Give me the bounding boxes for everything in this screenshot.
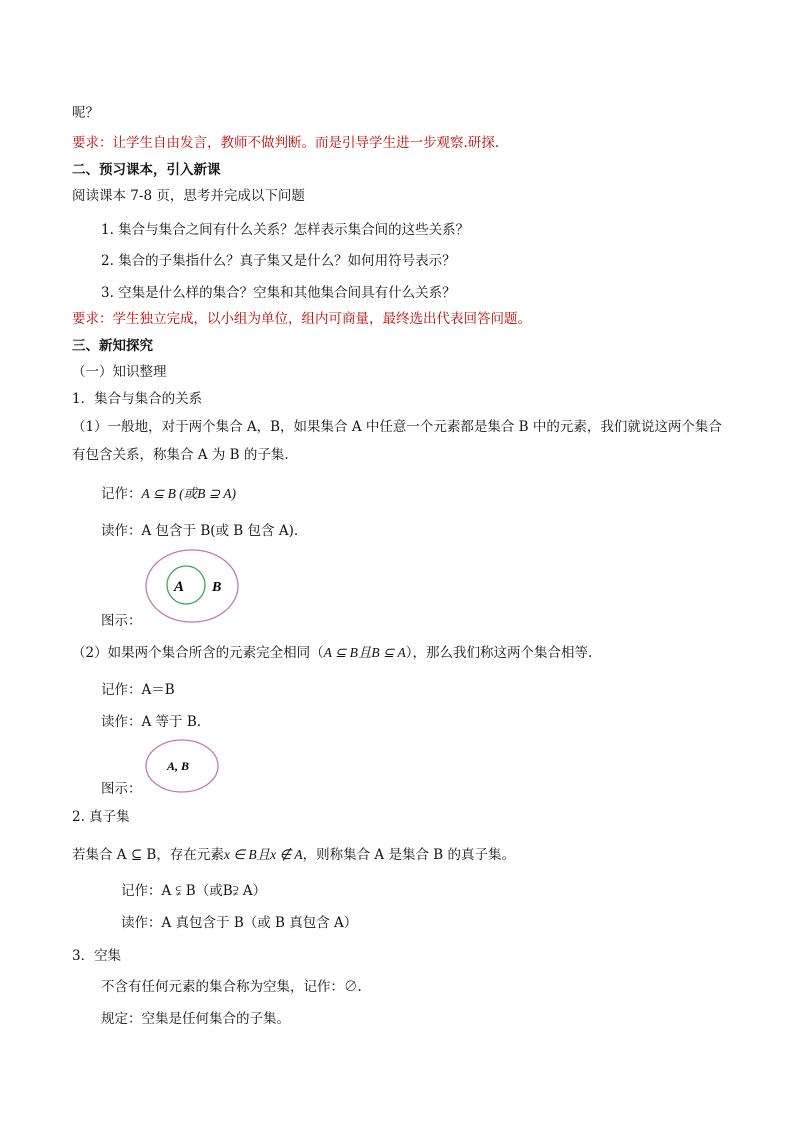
outer-set-circle	[146, 550, 238, 622]
heading-1: 1．集合与集合的关系	[72, 391, 203, 407]
figure-label-1: 图示：	[101, 613, 142, 629]
subset-venn-diagram	[140, 548, 244, 626]
equal-set-label: A, B	[167, 759, 190, 773]
empty-set-definition: 不含有任何元素的集合称为空集，记作：∅.	[101, 979, 362, 995]
section-3-heading: 三、新知探究	[72, 338, 153, 354]
paragraph-3	[72, 846, 515, 864]
empty-set-rule: 规定：空集是任何集合的子集。	[101, 1011, 290, 1027]
paragraph-3-post: ，则称集合 A 是集合 B 的真子集。	[302, 847, 515, 863]
reading-instruction: 阅读课本 7-8 页，思考并完成以下问题	[72, 188, 305, 204]
read-as-1: 读作：A 包含于 B(或 B 包含 A).	[101, 523, 299, 539]
line-ne: 呢？	[72, 105, 99, 121]
paragraph-2-pre: （2）如果两个集合所含的元素完全相同（	[72, 645, 324, 661]
equal-sets-diagram	[142, 737, 222, 795]
question-2: 2. 集合的子集指什么？真子集又是什么？如何用符号表示？	[101, 253, 456, 269]
requirement-1: 要求：让学生自由发言，教师不做判断。而是引导学生进一步观察.研探.	[72, 135, 500, 151]
subsection-1: （一）知识整理	[72, 364, 167, 380]
paragraph-2	[72, 644, 592, 662]
question-3: 3. 空集是什么样的集合？空集和其他集合间具有什么关系？	[101, 285, 456, 301]
write-as-1	[101, 485, 236, 503]
heading-3: 3．空集	[72, 948, 122, 964]
write-as-3: 记作：A ⫋ B（或B⫌ A）	[121, 883, 267, 899]
paragraph-1a: （1）一般地，对于两个集合 A，B，如果集合 A 中任意一个元素都是集合 B 中的元素，我们就说这两个集合	[72, 419, 722, 435]
write-label: 记作：	[101, 486, 142, 502]
inner-set-circle	[167, 566, 205, 604]
section-2-heading: 二、预习课本，引入新课	[72, 162, 221, 178]
inner-set-label: A	[174, 579, 185, 595]
subset-notation: A ⊆ B (或B ⊇ A)	[141, 486, 236, 501]
figure-label-2: 图示：	[101, 781, 142, 797]
write-as-2: 记作：A＝B	[101, 682, 175, 698]
read-as-3: 读作：A 真包含于 B（或 B 真包含 A）	[121, 915, 358, 931]
heading-2: 2. 真子集	[72, 809, 130, 825]
question-1: 1. 集合与集合之间有什么关系？怎样表示集合间的这些关系？	[101, 222, 470, 238]
paragraph-3-pre: 若集合 A ⊆ B，存在元素	[72, 847, 224, 863]
paragraph-1b: 有包含关系，称集合 A 为 B 的子集.	[72, 447, 289, 463]
outer-set-label: B	[212, 580, 222, 595]
equality-condition: A ⊆ B且B ⊆ A	[323, 645, 406, 660]
read-as-2: 读作：A 等于 B.	[101, 714, 202, 730]
paragraph-2-post: ），那么我们称这两个集合相等.	[405, 645, 593, 661]
requirement-2: 要求：学生独立完成，以小组为单位，组内可商量，最终选出代表回答问题。	[72, 311, 531, 327]
element-condition: x ∈ B且x ∉ A	[223, 847, 303, 862]
